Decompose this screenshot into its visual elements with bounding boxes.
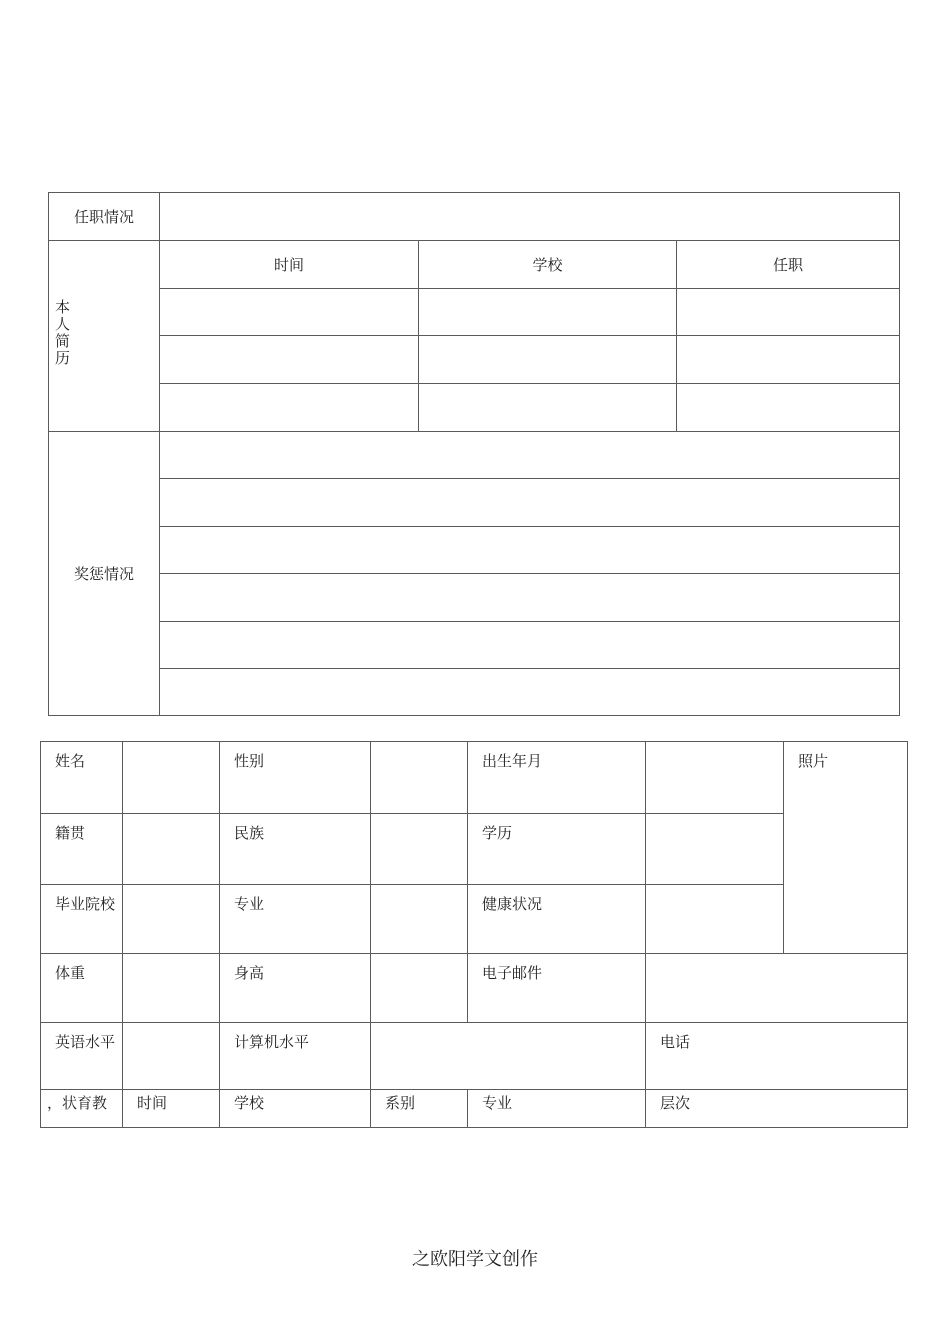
rewards-cell[interactable] [160, 622, 900, 669]
name-label: 姓名 [41, 742, 123, 814]
resume-cell[interactable] [677, 336, 900, 384]
native-place-label: 籍贯 [41, 814, 123, 885]
rewards-cell[interactable] [160, 574, 900, 622]
photo-label: 照片 [784, 742, 908, 954]
resume-cell[interactable] [419, 384, 677, 432]
position-cell[interactable] [160, 193, 900, 241]
ethnicity-label: 民族 [220, 814, 371, 885]
resume-header-position: 任职 [677, 241, 900, 289]
rewards-cell[interactable] [160, 432, 900, 479]
school-label: 毕业院校 [41, 885, 123, 954]
birth-value[interactable] [646, 742, 784, 814]
email-value[interactable] [646, 954, 908, 1023]
rewards-cell[interactable] [160, 479, 900, 527]
school-value[interactable] [123, 885, 220, 954]
rewards-label: 奖惩情况 [49, 432, 160, 716]
edu-header-major: 专业 [468, 1090, 646, 1128]
resume-cell[interactable] [419, 336, 677, 384]
education-label: 学历 [468, 814, 646, 885]
english-value[interactable] [123, 1023, 220, 1090]
phone-label: 电话 [646, 1023, 908, 1090]
resume-label-cell [49, 241, 160, 432]
resume-header-school: 学校 [419, 241, 677, 289]
education-value[interactable] [646, 814, 784, 885]
edu-header-level: 层次 [646, 1090, 908, 1128]
rewards-cell[interactable] [160, 669, 900, 716]
edu-header-school: 学校 [220, 1090, 371, 1128]
position-label: 任职情况 [49, 193, 160, 241]
resume-label: 本人简历 [55, 298, 71, 367]
weight-label: 体重 [41, 954, 123, 1023]
health-label: 健康状况 [468, 885, 646, 954]
gender-value[interactable] [371, 742, 468, 814]
native-place-value[interactable] [123, 814, 220, 885]
resume-cell[interactable] [160, 336, 419, 384]
resume-cell[interactable] [677, 289, 900, 336]
resume-cell[interactable] [419, 289, 677, 336]
rewards-cell[interactable] [160, 527, 900, 574]
resume-cell[interactable] [677, 384, 900, 432]
name-value[interactable] [123, 742, 220, 814]
resume-header-time: 时间 [160, 241, 419, 289]
resume-cell[interactable] [160, 289, 419, 336]
edu-label: ，状育教 [41, 1090, 123, 1128]
major-label: 专业 [220, 885, 371, 954]
height-value[interactable] [371, 954, 468, 1023]
birth-label: 出生年月 [468, 742, 646, 814]
footer-text: 之欧阳学文创作 [412, 1249, 538, 1270]
edu-header-department: 系别 [371, 1090, 468, 1128]
gender-label: 性别 [220, 742, 371, 814]
computer-value[interactable] [371, 1023, 646, 1090]
height-label: 身高 [220, 954, 371, 1023]
computer-label: 计算机水平 [220, 1023, 371, 1090]
edu-header-time: 时间 [123, 1090, 220, 1128]
personal-info-table [40, 741, 908, 1128]
email-label: 电子邮件 [468, 954, 646, 1023]
weight-value[interactable] [123, 954, 220, 1023]
ethnicity-value[interactable] [371, 814, 468, 885]
resume-cell[interactable] [160, 384, 419, 432]
major-value[interactable] [371, 885, 468, 954]
english-label: 英语水平 [41, 1023, 123, 1090]
health-value[interactable] [646, 885, 784, 954]
resume-table [48, 192, 900, 716]
